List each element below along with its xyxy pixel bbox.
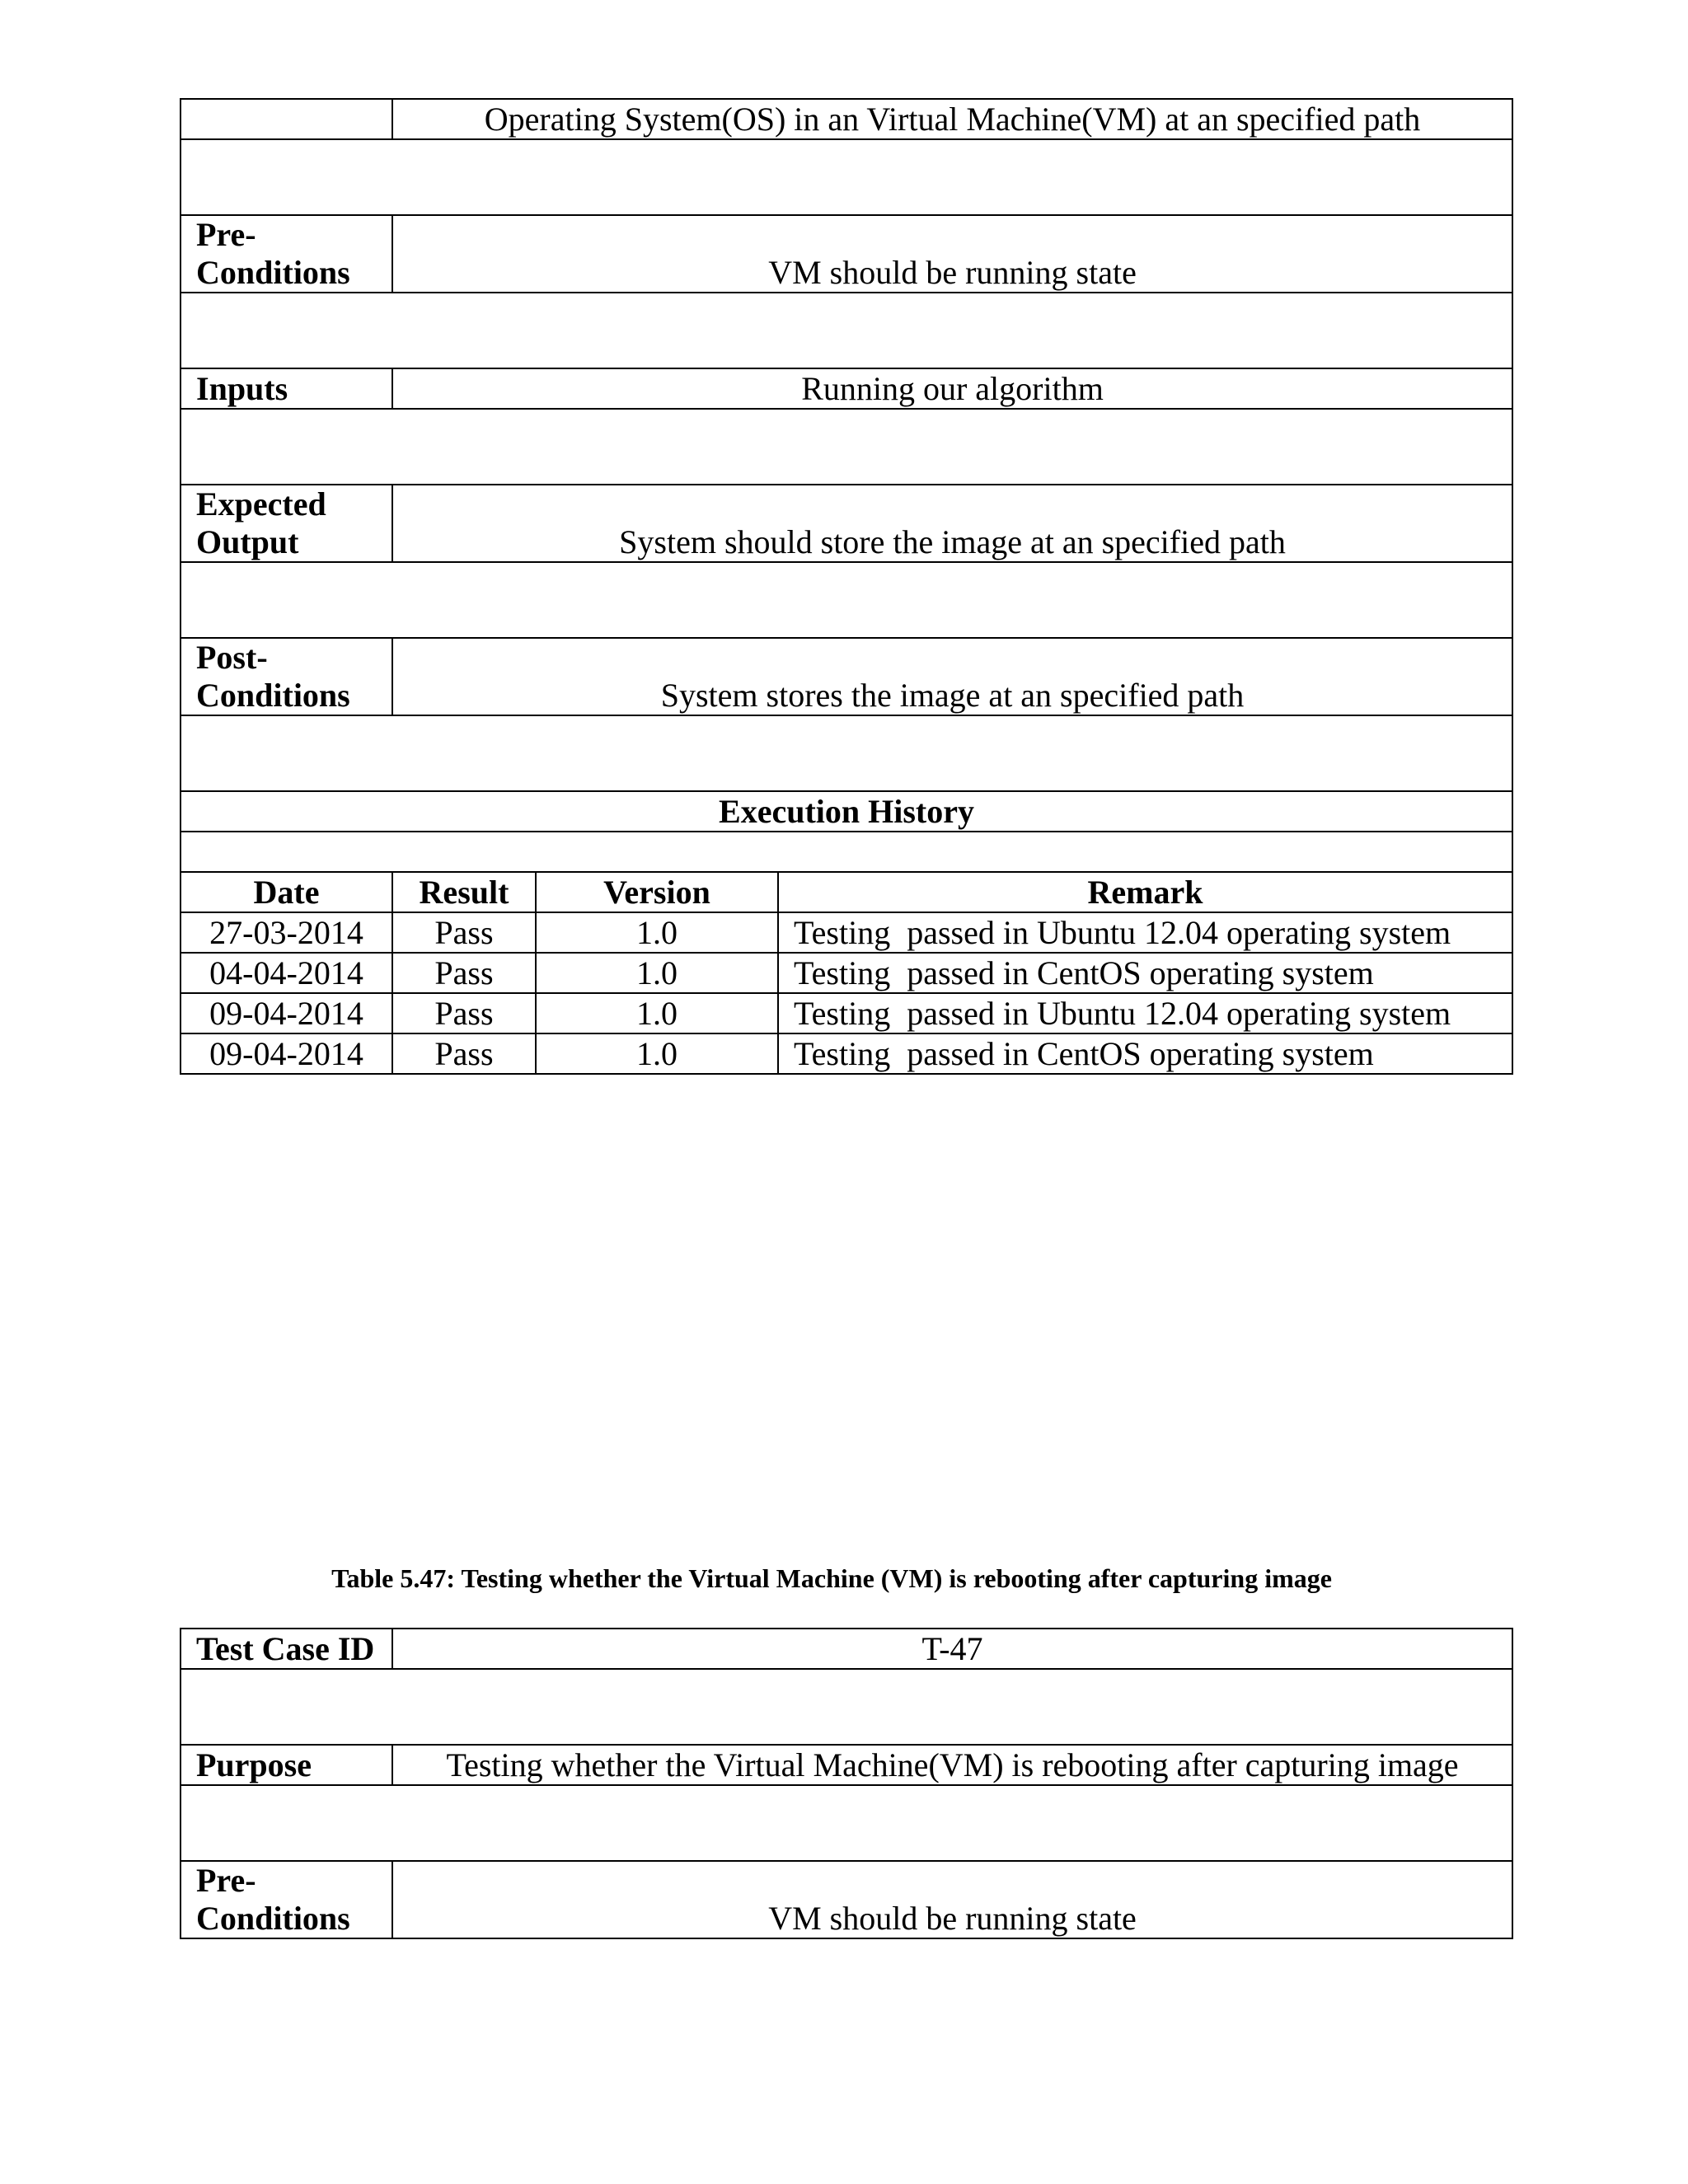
row-value: System should store the image at an specified path	[392, 485, 1512, 562]
history-row	[181, 953, 1512, 993]
table-row	[181, 368, 1512, 409]
spacer-row	[181, 715, 1512, 791]
history-result: Pass	[392, 912, 536, 953]
spacer-row	[181, 562, 1512, 638]
history-date: 04-04-2014	[181, 953, 392, 993]
history-row	[181, 912, 1512, 953]
history-date: 09-04-2014	[181, 993, 392, 1033]
row-value: VM should be running state	[392, 215, 1512, 293]
history-version: 1.0	[536, 912, 778, 953]
execution-history-header	[181, 791, 1512, 832]
history-version: 1.0	[536, 953, 778, 993]
history-result: Pass	[392, 993, 536, 1033]
row-value: T-47	[392, 1629, 1512, 1669]
row-value: Running our algorithm	[392, 368, 1512, 409]
table-row	[181, 1629, 1512, 1669]
table-row	[181, 485, 1512, 562]
column-header-remark: Remark	[778, 872, 1512, 912]
table-row	[181, 1861, 1512, 1938]
row-label-test-case-id: Test Case ID	[181, 1629, 392, 1669]
history-date: 09-04-2014	[181, 1033, 392, 1074]
execution-history-title: Execution History	[181, 791, 1512, 832]
row-label-inputs: Inputs	[181, 368, 392, 409]
history-remark: Testing passed in CentOS operating system	[778, 953, 1512, 993]
column-header-version: Version	[536, 872, 778, 912]
row-value: VM should be running state	[392, 1861, 1512, 1938]
spacer-row	[181, 832, 1512, 872]
table-caption: Table 5.47: Testing whether the Virtual Machine (VM) is rebooting after capturing image	[331, 1563, 1332, 1593]
table-row	[181, 99, 1512, 139]
history-row	[181, 1033, 1512, 1074]
history-result: Pass	[392, 953, 536, 993]
test-case-table-t47	[180, 1628, 1513, 1939]
spacer-row	[181, 409, 1512, 485]
row-value: Testing whether the Virtual Machine(VM) is rebooting after capturing image	[392, 1745, 1512, 1785]
row-label-expected-output: Expected Output	[181, 485, 392, 562]
row-value: Operating System(OS) in an Virtual Machine(VM) at an specified path	[392, 99, 1512, 139]
history-version: 1.0	[536, 1033, 778, 1074]
spacer-row	[181, 1669, 1512, 1745]
history-column-headers	[181, 872, 1512, 912]
column-header-result: Result	[392, 872, 536, 912]
row-label-pre-conditions: Pre- Conditions	[181, 1861, 392, 1938]
row-label-post-conditions: Post- Conditions	[181, 638, 392, 715]
history-version: 1.0	[536, 993, 778, 1033]
row-label	[181, 99, 392, 139]
history-row	[181, 993, 1512, 1033]
history-remark: Testing passed in CentOS operating system	[778, 1033, 1512, 1074]
spacer-row	[181, 293, 1512, 368]
history-date: 27-03-2014	[181, 912, 392, 953]
history-remark: Testing passed in Ubuntu 12.04 operating system	[778, 993, 1512, 1033]
table-row	[181, 1745, 1512, 1785]
spacer-row	[181, 1785, 1512, 1861]
row-label-pre-conditions: Pre- Conditions	[181, 215, 392, 293]
spacer-row	[181, 139, 1512, 215]
test-case-table-continued	[180, 98, 1513, 1075]
column-header-date: Date	[181, 872, 392, 912]
row-value: System stores the image at an specified path	[392, 638, 1512, 715]
table-row	[181, 215, 1512, 293]
history-remark: Testing passed in Ubuntu 12.04 operating system	[778, 912, 1512, 953]
table-row	[181, 638, 1512, 715]
row-label-purpose: Purpose	[181, 1745, 392, 1785]
history-result: Pass	[392, 1033, 536, 1074]
